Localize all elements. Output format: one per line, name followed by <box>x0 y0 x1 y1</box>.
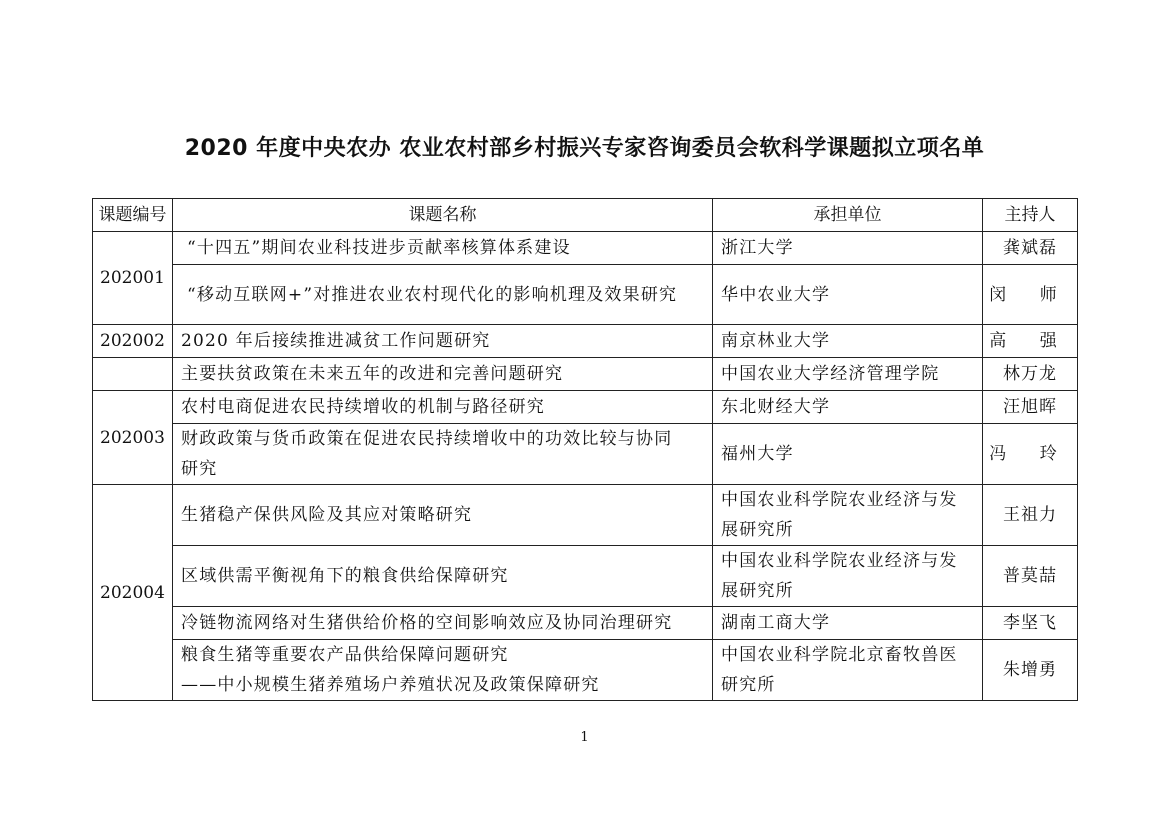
project-name: 生猪稳产保供风险及其应对策略研究 <box>173 485 713 546</box>
project-code: 202001 <box>93 232 173 325</box>
project-name-line: 研究 <box>181 459 218 479</box>
project-code: 202004 <box>93 485 173 701</box>
project-unit: 东北财经大学 <box>713 391 983 424</box>
project-unit <box>713 640 983 701</box>
table-row <box>93 232 1078 265</box>
project-unit-line: 展研究所 <box>721 581 794 601</box>
project-host: 李坚飞 <box>983 607 1078 640</box>
table-row <box>93 391 1078 424</box>
table-row <box>93 265 1078 325</box>
project-unit: 湖南工商大学 <box>713 607 983 640</box>
table-row <box>93 546 1078 607</box>
table-header-row <box>93 199 1078 232</box>
project-name: “移动互联网+”对推进农业农村现代化的影响机理及效果研究 <box>173 265 713 325</box>
project-name <box>173 424 713 485</box>
header-host: 主持人 <box>983 199 1078 232</box>
project-host: 龚斌磊 <box>983 232 1078 265</box>
project-name <box>173 640 713 701</box>
project-code: 202003 <box>93 391 173 485</box>
project-name: 主要扶贫政策在未来五年的改进和完善问题研究 <box>173 358 713 391</box>
page-title: 2020 年度中央农办 农业农村部乡村振兴专家咨询委员会软科学课题拟立项名单 <box>184 136 985 161</box>
project-unit-line: 中国农业科学院农业经济与发 <box>721 490 958 510</box>
project-unit: 福州大学 <box>713 424 983 485</box>
table-row <box>93 485 1078 546</box>
project-host: 普莫喆 <box>983 546 1078 607</box>
project-table <box>92 198 1078 701</box>
project-unit: 华中农业大学 <box>713 265 983 325</box>
project-name: 区域供需平衡视角下的粮食供给保障研究 <box>173 546 713 607</box>
table-row <box>93 325 1078 358</box>
project-name: 2020 年后接续推进减贫工作问题研究 <box>173 325 713 358</box>
header-name: 课题名称 <box>173 199 713 232</box>
table-row <box>93 640 1078 701</box>
project-unit <box>713 546 983 607</box>
project-unit: 中国农业大学经济管理学院 <box>713 358 983 391</box>
project-host: 朱增勇 <box>983 640 1078 701</box>
project-host: 闵 师 <box>983 265 1078 325</box>
project-code-empty <box>93 358 173 391</box>
table-row <box>93 607 1078 640</box>
project-name-line: ——中小规模生猪养殖场户养殖状况及政策保障研究 <box>181 675 600 695</box>
project-unit: 南京林业大学 <box>713 325 983 358</box>
project-unit-line: 研究所 <box>721 675 776 695</box>
project-unit-line: 中国农业科学院农业经济与发 <box>721 551 958 571</box>
project-name: “十四五”期间农业科技进步贡献率核算体系建设 <box>173 232 713 265</box>
project-host: 高 强 <box>983 325 1078 358</box>
page-number: 1 <box>580 730 589 745</box>
project-unit-line: 展研究所 <box>721 520 794 540</box>
header-code: 课题编号 <box>93 199 173 232</box>
header-unit: 承担单位 <box>713 199 983 232</box>
project-host: 汪旭晖 <box>983 391 1078 424</box>
project-code: 202002 <box>93 325 173 358</box>
project-name: 冷链物流网络对生猪供给价格的空间影响效应及协同治理研究 <box>173 607 713 640</box>
project-unit <box>713 485 983 546</box>
project-name-line: 粮食生猪等重要农产品供给保障问题研究 <box>181 645 509 665</box>
project-host: 王祖力 <box>983 485 1078 546</box>
project-host: 冯 玲 <box>983 424 1078 485</box>
project-name: 农村电商促进农民持续增收的机制与路径研究 <box>173 391 713 424</box>
table-row <box>93 358 1078 391</box>
table-row <box>93 424 1078 485</box>
project-unit-line: 中国农业科学院北京畜牧兽医 <box>721 645 958 665</box>
project-name-line: 财政政策与货币政策在促进农民持续增收中的功效比较与协同 <box>181 429 673 449</box>
project-unit: 浙江大学 <box>713 232 983 265</box>
project-host: 林万龙 <box>983 358 1078 391</box>
